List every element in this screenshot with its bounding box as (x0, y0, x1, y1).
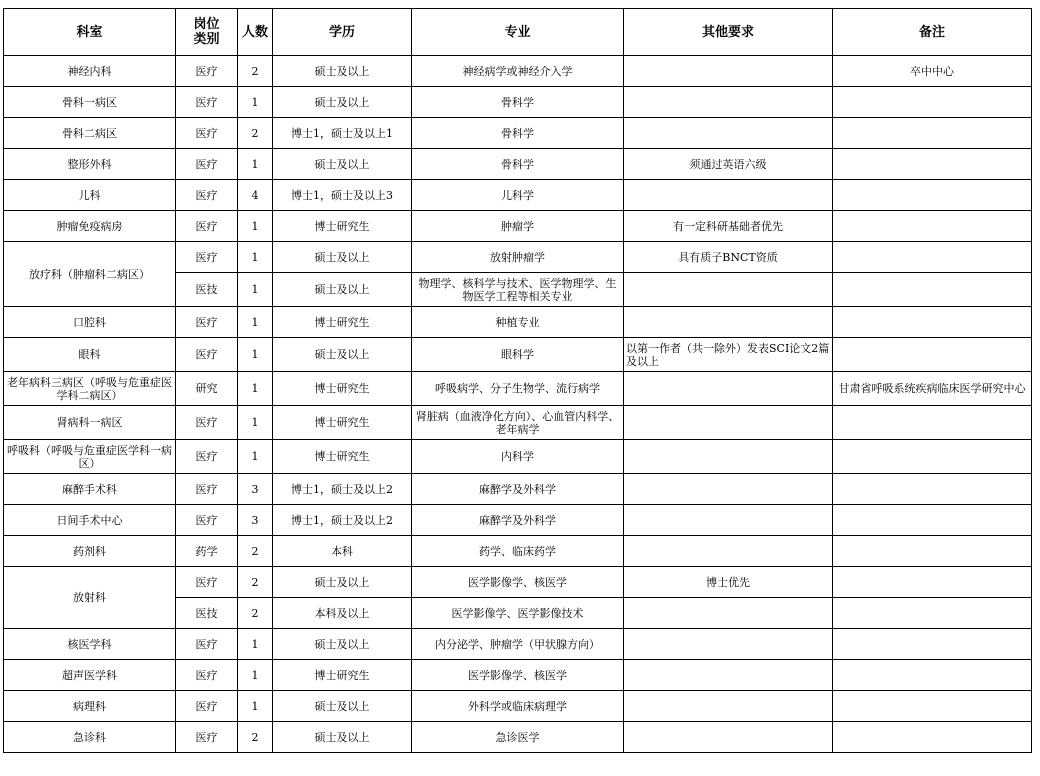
cell-count: 3 (238, 474, 273, 505)
cell-note (833, 273, 1032, 307)
cell-major: 种植专业 (412, 307, 624, 338)
header-req: 其他要求 (624, 9, 833, 56)
cell-dept: 放疗科（肿瘤科二病区） (4, 242, 176, 307)
cell-dept: 肾病科一病区 (4, 406, 176, 440)
cell-req (624, 691, 833, 722)
cell-count: 2 (238, 118, 273, 149)
cell-type: 医疗 (176, 406, 238, 440)
cell-dept: 肿瘤免疫病房 (4, 211, 176, 242)
cell-req (624, 440, 833, 474)
cell-edu: 硕士及以上 (273, 149, 412, 180)
cell-edu: 硕士及以上 (273, 338, 412, 372)
cell-type: 医疗 (176, 87, 238, 118)
cell-type: 医疗 (176, 56, 238, 87)
cell-count: 1 (238, 691, 273, 722)
cell-type: 医技 (176, 598, 238, 629)
cell-note (833, 474, 1032, 505)
table-row (4, 406, 1032, 440)
cell-major: 麻醉学及外科学 (412, 474, 624, 505)
header-edu: 学历 (273, 9, 412, 56)
cell-note (833, 149, 1032, 180)
cell-type: 研究 (176, 372, 238, 406)
cell-dept: 口腔科 (4, 307, 176, 338)
cell-major: 物理学、核科学与技术、医学物理学、生物医学工程等相关专业 (412, 273, 624, 307)
table-row (4, 660, 1032, 691)
cell-dept: 核医学科 (4, 629, 176, 660)
cell-edu: 博士1，硕士及以上1 (273, 118, 412, 149)
cell-count: 1 (238, 307, 273, 338)
cell-note (833, 722, 1032, 753)
cell-edu: 博士1，硕士及以上2 (273, 505, 412, 536)
cell-major: 医学影像学、核医学 (412, 660, 624, 691)
cell-dept: 骨科二病区 (4, 118, 176, 149)
cell-count: 1 (238, 149, 273, 180)
cell-type: 医疗 (176, 338, 238, 372)
header-dept: 科室 (4, 9, 176, 56)
table-row (4, 118, 1032, 149)
cell-count: 4 (238, 180, 273, 211)
cell-edu: 博士研究生 (273, 211, 412, 242)
cell-count: 1 (238, 273, 273, 307)
cell-dept: 放射科 (4, 567, 176, 629)
header-major: 专业 (412, 9, 624, 56)
table-row (4, 474, 1032, 505)
cell-req: 有一定科研基础者优先 (624, 211, 833, 242)
table-row (4, 338, 1032, 372)
cell-edu: 硕士及以上 (273, 56, 412, 87)
cell-dept: 眼科 (4, 338, 176, 372)
cell-count: 3 (238, 505, 273, 536)
cell-major: 药学、临床药学 (412, 536, 624, 567)
header-type: 岗位 类别 (176, 9, 238, 56)
cell-dept: 儿科 (4, 180, 176, 211)
cell-req: 须通过英语六级 (624, 149, 833, 180)
cell-note (833, 180, 1032, 211)
cell-edu: 本科 (273, 536, 412, 567)
cell-major: 医学影像学、医学影像技术 (412, 598, 624, 629)
cell-req (624, 536, 833, 567)
cell-edu: 博士研究生 (273, 660, 412, 691)
cell-note (833, 505, 1032, 536)
cell-count: 2 (238, 598, 273, 629)
cell-major: 神经病学或神经介入学 (412, 56, 624, 87)
table-row (4, 242, 1032, 273)
table-row (4, 536, 1032, 567)
cell-major: 放射肿瘤学 (412, 242, 624, 273)
cell-note (833, 536, 1032, 567)
cell-edu: 硕士及以上 (273, 722, 412, 753)
cell-count: 1 (238, 372, 273, 406)
cell-edu: 博士1，硕士及以上3 (273, 180, 412, 211)
table-row (4, 440, 1032, 474)
cell-note (833, 211, 1032, 242)
cell-type: 医疗 (176, 180, 238, 211)
cell-major: 眼科学 (412, 338, 624, 372)
cell-type: 医疗 (176, 722, 238, 753)
table-row (4, 56, 1032, 87)
cell-edu: 博士研究生 (273, 307, 412, 338)
cell-dept: 日间手术中心 (4, 505, 176, 536)
cell-req: 博士优先 (624, 567, 833, 598)
cell-req (624, 180, 833, 211)
cell-req (624, 406, 833, 440)
cell-edu: 博士1，硕士及以上2 (273, 474, 412, 505)
cell-type: 医疗 (176, 440, 238, 474)
cell-edu: 硕士及以上 (273, 567, 412, 598)
cell-note (833, 242, 1032, 273)
cell-note (833, 567, 1032, 598)
cell-req (624, 722, 833, 753)
cell-count: 1 (238, 629, 273, 660)
cell-edu: 硕士及以上 (273, 242, 412, 273)
cell-req (624, 307, 833, 338)
cell-type: 医疗 (176, 505, 238, 536)
cell-req (624, 118, 833, 149)
cell-major: 急诊医学 (412, 722, 624, 753)
table-row (4, 567, 1032, 598)
cell-count: 1 (238, 406, 273, 440)
cell-major: 医学影像学、核医学 (412, 567, 624, 598)
cell-note: 卒中中心 (833, 56, 1032, 87)
cell-dept: 病理科 (4, 691, 176, 722)
cell-type: 医疗 (176, 691, 238, 722)
cell-major: 麻醉学及外科学 (412, 505, 624, 536)
cell-note (833, 629, 1032, 660)
cell-note (833, 440, 1032, 474)
cell-note (833, 118, 1032, 149)
cell-note (833, 338, 1032, 372)
header-note: 备注 (833, 9, 1032, 56)
cell-edu: 博士研究生 (273, 440, 412, 474)
cell-major: 骨科学 (412, 87, 624, 118)
cell-dept: 呼吸科（呼吸与危重症医学科一病区） (4, 440, 176, 474)
cell-dept: 神经内科 (4, 56, 176, 87)
cell-major: 骨科学 (412, 149, 624, 180)
table-row (4, 87, 1032, 118)
cell-note (833, 598, 1032, 629)
cell-major: 肾脏病（血液净化方向）、心血管内科学、老年病学 (412, 406, 624, 440)
cell-note (833, 660, 1032, 691)
cell-req (624, 474, 833, 505)
cell-req (624, 372, 833, 406)
table-row (4, 691, 1032, 722)
cell-count: 2 (238, 722, 273, 753)
cell-edu: 硕士及以上 (273, 629, 412, 660)
cell-edu: 硕士及以上 (273, 273, 412, 307)
cell-type: 医疗 (176, 118, 238, 149)
cell-count: 1 (238, 242, 273, 273)
cell-req (624, 598, 833, 629)
cell-major: 肿瘤学 (412, 211, 624, 242)
cell-dept: 整形外科 (4, 149, 176, 180)
cell-note (833, 87, 1032, 118)
cell-edu: 博士研究生 (273, 372, 412, 406)
cell-count: 1 (238, 211, 273, 242)
cell-type: 医疗 (176, 660, 238, 691)
table-row (4, 149, 1032, 180)
cell-count: 2 (238, 56, 273, 87)
cell-type: 医疗 (176, 242, 238, 273)
cell-type: 医疗 (176, 474, 238, 505)
cell-req (624, 660, 833, 691)
cell-type: 医技 (176, 273, 238, 307)
cell-req (624, 56, 833, 87)
header-count: 人数 (238, 9, 273, 56)
table-row (4, 307, 1032, 338)
cell-dept: 药剂科 (4, 536, 176, 567)
header-row (4, 9, 1032, 56)
cell-dept: 超声医学科 (4, 660, 176, 691)
cell-major: 骨科学 (412, 118, 624, 149)
cell-dept: 急诊科 (4, 722, 176, 753)
cell-major: 呼吸病学、分子生物学、流行病学 (412, 372, 624, 406)
cell-edu: 博士研究生 (273, 406, 412, 440)
cell-type: 医疗 (176, 211, 238, 242)
cell-type: 药学 (176, 536, 238, 567)
cell-type: 医疗 (176, 149, 238, 180)
cell-edu: 本科及以上 (273, 598, 412, 629)
table-row (4, 505, 1032, 536)
cell-count: 2 (238, 567, 273, 598)
cell-major: 内科学 (412, 440, 624, 474)
cell-note (833, 691, 1032, 722)
cell-edu: 硕士及以上 (273, 87, 412, 118)
cell-dept: 麻醉手术科 (4, 474, 176, 505)
cell-note (833, 307, 1032, 338)
cell-major: 外科学或临床病理学 (412, 691, 624, 722)
cell-type: 医疗 (176, 307, 238, 338)
cell-count: 1 (238, 660, 273, 691)
cell-note (833, 406, 1032, 440)
cell-major: 内分泌学、肿瘤学（甲状腺方向） (412, 629, 624, 660)
table-row (4, 722, 1032, 753)
table-row (4, 372, 1032, 406)
cell-edu: 硕士及以上 (273, 691, 412, 722)
cell-req (624, 273, 833, 307)
cell-req: 以第一作者（共一除外）发表SCI论文2篇及以上 (624, 338, 833, 372)
recruitment-table (3, 8, 1032, 753)
cell-req (624, 505, 833, 536)
table-row (4, 211, 1032, 242)
table-row (4, 629, 1032, 660)
cell-req (624, 87, 833, 118)
cell-dept: 老年病科三病区（呼吸与危重症医学科二病区） (4, 372, 176, 406)
cell-type: 医疗 (176, 567, 238, 598)
cell-major: 儿科学 (412, 180, 624, 211)
cell-count: 2 (238, 536, 273, 567)
cell-type: 医疗 (176, 629, 238, 660)
cell-req (624, 629, 833, 660)
cell-count: 1 (238, 87, 273, 118)
cell-dept: 骨科一病区 (4, 87, 176, 118)
cell-count: 1 (238, 338, 273, 372)
cell-count: 1 (238, 440, 273, 474)
cell-note: 甘肃省呼吸系统疾病临床医学研究中心 (833, 372, 1032, 406)
cell-req: 具有质子BNCT资质 (624, 242, 833, 273)
table-row (4, 180, 1032, 211)
